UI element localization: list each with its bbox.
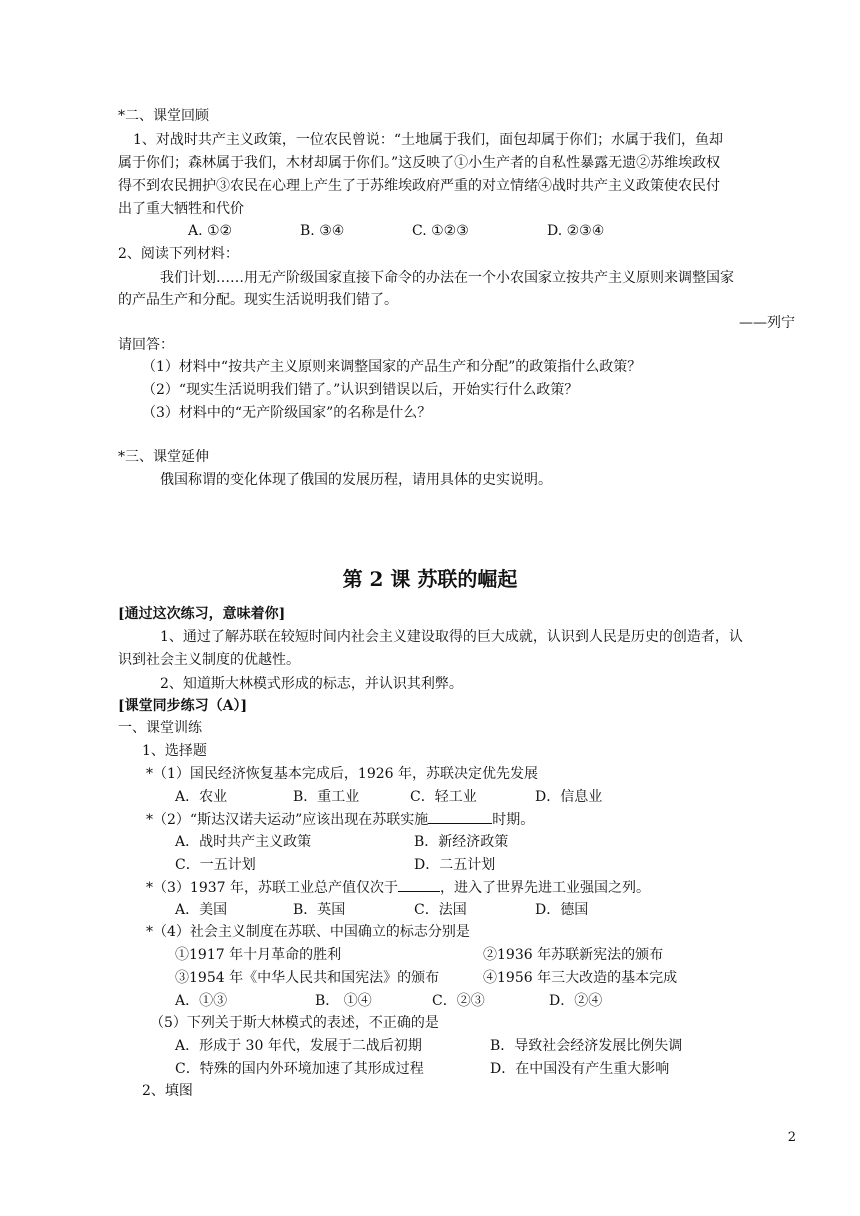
c5-option-d: D．在中国没有产生重大影响 [490, 1061, 670, 1077]
q2-sub3: （3）材料中的“无产阶级国家”的名称是什么？ [142, 405, 432, 421]
q2-sub2: （2）“现实生活说明我们错了。”认识到错误以后，开始实行什么政策？ [142, 382, 579, 398]
goal2: 2、知道斯大林模式形成的标志，并认识其利弊。 [160, 676, 463, 692]
q1-line1: 1、对战时共产主义政策，一位农民曾说：“土地属于我们，面包却属于你们；水属于我们，鱼却 [133, 132, 724, 148]
q1-option-a: A. ①② [188, 223, 233, 239]
c3-option-a: A．美国 [175, 902, 228, 918]
c4-item-3: ③1954 年《中华人民共和国宪法》的颁布 [175, 970, 440, 986]
q2-material-line2: 的产品生产和分配。现实生活说明我们错了。 [118, 292, 398, 308]
q1-line4: 出了重大牺牲和代价 [118, 201, 244, 217]
q1-option-c: C. ①②③ [412, 223, 469, 239]
c1-option-d: D．信息业 [535, 789, 603, 805]
c2-option-c: C．一五计划 [175, 857, 256, 873]
c4-option-a: A．①③ [175, 993, 228, 1009]
c2-blank [428, 810, 492, 824]
q2-label: 2、阅读下列材料： [118, 246, 239, 262]
c4-option-c: C．②③ [432, 993, 485, 1009]
q1-line3: 得不到农民拥护③农民在心理上产生了于苏维埃政府严重的对立情绪④战时共产主义政策使农民付 [118, 178, 720, 194]
c3-option-c: C．法国 [414, 902, 467, 918]
c1-option-c: C．轻工业 [410, 789, 477, 805]
c5-option-b: B．导致社会经济发展比例失调 [490, 1038, 683, 1054]
c5-option-a: A．形成于 30 年代，发展于二战后初期 [175, 1038, 422, 1054]
q2-material-line1: 我们计划……用无产阶级国家直接下命令的办法在一个小农国家立按共产主义原则来调整国家 [160, 270, 734, 286]
goal1-line1: 1、通过了解苏联在较短时间内社会主义建设取得的巨大成就，认识到人民是历史的创造者，认 [160, 629, 743, 645]
c2-stem-b: 时期。 [492, 812, 535, 828]
c2-stem-a: *（2）“斯达汉诺夫运动”应该出现在苏联实施 [146, 812, 429, 828]
c1-option-b: B．重工业 [293, 789, 360, 805]
c4-item-4: ④1956 年三大改造的基本完成 [483, 970, 678, 986]
c2-option-d: D．二五计划 [414, 857, 496, 873]
extension-heading: *三、课堂延伸 [118, 449, 209, 465]
extension-text: 俄国称谓的变化体现了俄国的发展历程，请用具体的史实说明。 [160, 472, 552, 488]
c5-option-c: C．特殊的国内外环境加速了其形成过程 [175, 1061, 424, 1077]
q2-prompt: 请回答： [118, 337, 174, 353]
review-heading: *二、课堂回顾 [118, 108, 209, 124]
q1-line2: 属于你们；森林属于我们，木材却属于你们。”这反映了①小生产者的自私性暴露无遗②苏维埃政权 [118, 155, 721, 171]
c4-option-d: D．②④ [549, 993, 603, 1009]
section1-heading: 一、课堂训练 [118, 720, 202, 736]
q1-option-b: B. ③④ [300, 223, 345, 239]
c2-stem [146, 810, 534, 829]
c4-stem: *（4）社会主义制度在苏联、中国确立的标志分别是 [146, 924, 470, 940]
c4-option-b: B． ①④ [315, 993, 372, 1009]
c1-option-a: A．农业 [175, 789, 228, 805]
c3-stem-b: ，进入了世界先进工业强国之列。 [440, 880, 650, 896]
c4-item-1: ①1917 年十月革命的胜利 [175, 947, 342, 963]
page-number: 2 [787, 1130, 796, 1145]
practice-heading: [课堂同步练习（A）] [118, 698, 248, 714]
c1-stem: *（1）国民经济恢复基本完成后，1926 年，苏联决定优先发展 [146, 766, 538, 782]
intro-heading: [通过这次练习，意味着你] [118, 606, 286, 622]
c3-option-d: D．德国 [535, 902, 589, 918]
fill-label: 2、填图 [142, 1083, 193, 1099]
c4-item-2: ②1936 年苏联新宪法的颁布 [483, 947, 664, 963]
q2-sub1: （1）材料中“按共产主义原则来调整国家的产品生产和分配”的政策指什么政策？ [142, 359, 642, 375]
lesson-title: 第 2 课 苏联的崛起 [342, 567, 518, 591]
c3-stem-a: *（3）1937 年，苏联工业总产值仅次于 [146, 880, 398, 896]
c2-option-a: A．战时共产主义政策 [175, 834, 312, 850]
c5-stem: （5）下列关于斯大林模式的表述，不正确的是 [150, 1015, 439, 1031]
q1-option-d: D. ②③④ [547, 223, 605, 239]
c3-stem [146, 878, 650, 897]
c3-option-b: B．英国 [293, 902, 346, 918]
q2-attribution: ——列宁 [739, 315, 795, 331]
choice-label: 1、选择题 [142, 743, 207, 759]
c3-blank [398, 878, 440, 892]
goal1-line2: 识到社会主义制度的优越性。 [118, 652, 300, 668]
c2-option-b: B．新经济政策 [414, 834, 509, 850]
